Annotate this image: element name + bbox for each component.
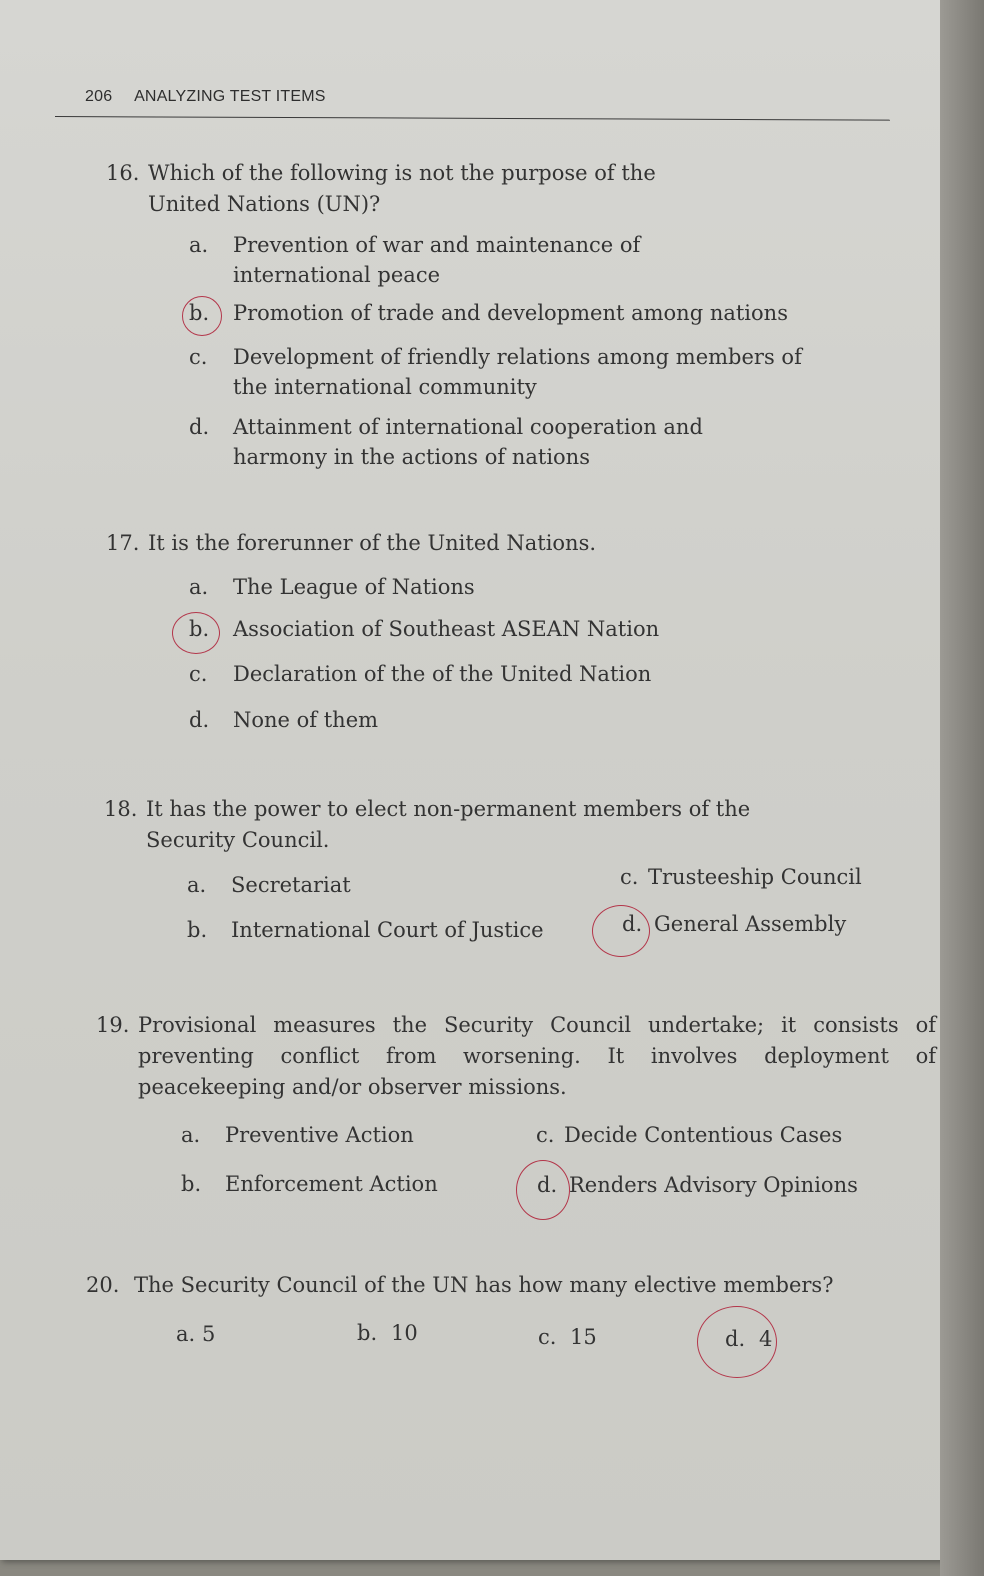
question-20 xyxy=(86,1270,946,1301)
page-number: 206 xyxy=(85,88,113,105)
option-text: Declaration of the of the United Nation xyxy=(233,662,652,686)
option-16c xyxy=(189,342,819,402)
option-20b xyxy=(357,1318,477,1348)
option-18d xyxy=(622,909,922,939)
option-letter: b. xyxy=(357,1321,378,1345)
option-20c xyxy=(538,1322,658,1352)
option-letter: a. xyxy=(189,233,209,257)
option-20d xyxy=(725,1324,845,1354)
option-text: The League of Nations xyxy=(233,575,475,599)
background-surface xyxy=(940,0,984,1576)
question-stem: Which of the following is not the purpose of the United Nations (UN)? xyxy=(148,161,656,216)
option-text: Development of friendly relations among members of the international community xyxy=(233,345,802,399)
option-16d xyxy=(189,412,769,472)
question-19 xyxy=(96,1010,936,1103)
question-number: 18. xyxy=(104,797,138,821)
question-number: 17. xyxy=(106,531,140,555)
option-17a xyxy=(189,572,689,602)
option-18b xyxy=(187,915,607,945)
option-letter: a. xyxy=(189,575,209,599)
option-letter: a. xyxy=(181,1123,201,1147)
question-18 xyxy=(104,794,754,856)
option-19a xyxy=(181,1120,511,1150)
option-18c xyxy=(620,862,920,892)
option-text: Association of Southeast ASEAN Nation xyxy=(233,617,660,641)
option-text: Secretariat xyxy=(231,873,351,897)
header-title: ANALYZING TEST ITEMS xyxy=(134,88,326,105)
option-text: Prevention of war and maintenance of international peace xyxy=(233,233,641,287)
option-letter: b. xyxy=(189,301,210,325)
option-text: Preventive Action xyxy=(225,1123,414,1147)
option-text: General Assembly xyxy=(654,912,847,936)
question-number: 16. xyxy=(106,161,140,185)
question-stem: It is the forerunner of the United Nations. xyxy=(148,531,597,555)
option-text: 5 xyxy=(202,1322,216,1346)
option-16a xyxy=(189,230,689,290)
option-letter: d. xyxy=(189,708,210,732)
option-text: International Court of Justice xyxy=(231,918,544,942)
option-20a xyxy=(176,1319,296,1349)
option-letter: a. xyxy=(187,873,207,897)
page-header xyxy=(85,88,326,106)
option-text: 4 xyxy=(759,1327,773,1351)
option-16b xyxy=(189,298,869,328)
header-rule xyxy=(55,116,890,121)
option-letter: b. xyxy=(187,918,208,942)
question-17 xyxy=(106,528,706,559)
option-letter: d. xyxy=(537,1173,558,1197)
option-letter: b. xyxy=(189,617,210,641)
option-text: Enforcement Action xyxy=(225,1172,438,1196)
option-17c xyxy=(189,659,749,689)
option-19b xyxy=(181,1169,511,1199)
option-text: Decide Contentious Cases xyxy=(564,1123,843,1147)
option-letter: c. xyxy=(620,865,639,889)
option-text: Attainment of international cooperation and harmony in the actions of nations xyxy=(233,415,703,469)
question-number: 20. xyxy=(86,1273,120,1297)
option-17d xyxy=(189,705,689,735)
option-letter: a. xyxy=(176,1322,196,1346)
option-text: Trusteeship Council xyxy=(648,865,862,889)
option-text: 10 xyxy=(391,1321,418,1345)
question-16 xyxy=(106,158,706,220)
option-letter: d. xyxy=(622,912,643,936)
option-letter: d. xyxy=(189,415,210,439)
option-letter: c. xyxy=(189,345,208,369)
option-text: 15 xyxy=(570,1325,597,1349)
question-number: 19. xyxy=(96,1013,130,1037)
option-19c xyxy=(536,1120,916,1150)
option-18a xyxy=(187,870,587,900)
question-stem: It has the power to elect non-permanent members of the Security Council. xyxy=(146,797,751,852)
option-19d xyxy=(537,1170,937,1200)
question-stem: The Security Council of the UN has how many elective members? xyxy=(134,1273,834,1297)
option-letter: c. xyxy=(536,1123,555,1147)
option-text: Renders Advisory Opinions xyxy=(569,1173,858,1197)
option-letter: c. xyxy=(189,662,208,686)
option-letter: b. xyxy=(181,1172,202,1196)
question-stem: Provisional measures the Security Council undertake; it consists of preventing conflict from worsening. It involves deployment of peacekeeping and/or observer missions. xyxy=(138,1013,936,1099)
option-text: None of them xyxy=(233,708,379,732)
option-text: Promotion of trade and development among nations xyxy=(233,301,788,325)
option-letter: c. xyxy=(538,1325,557,1349)
option-17b xyxy=(189,614,749,644)
option-letter: d. xyxy=(725,1327,746,1351)
